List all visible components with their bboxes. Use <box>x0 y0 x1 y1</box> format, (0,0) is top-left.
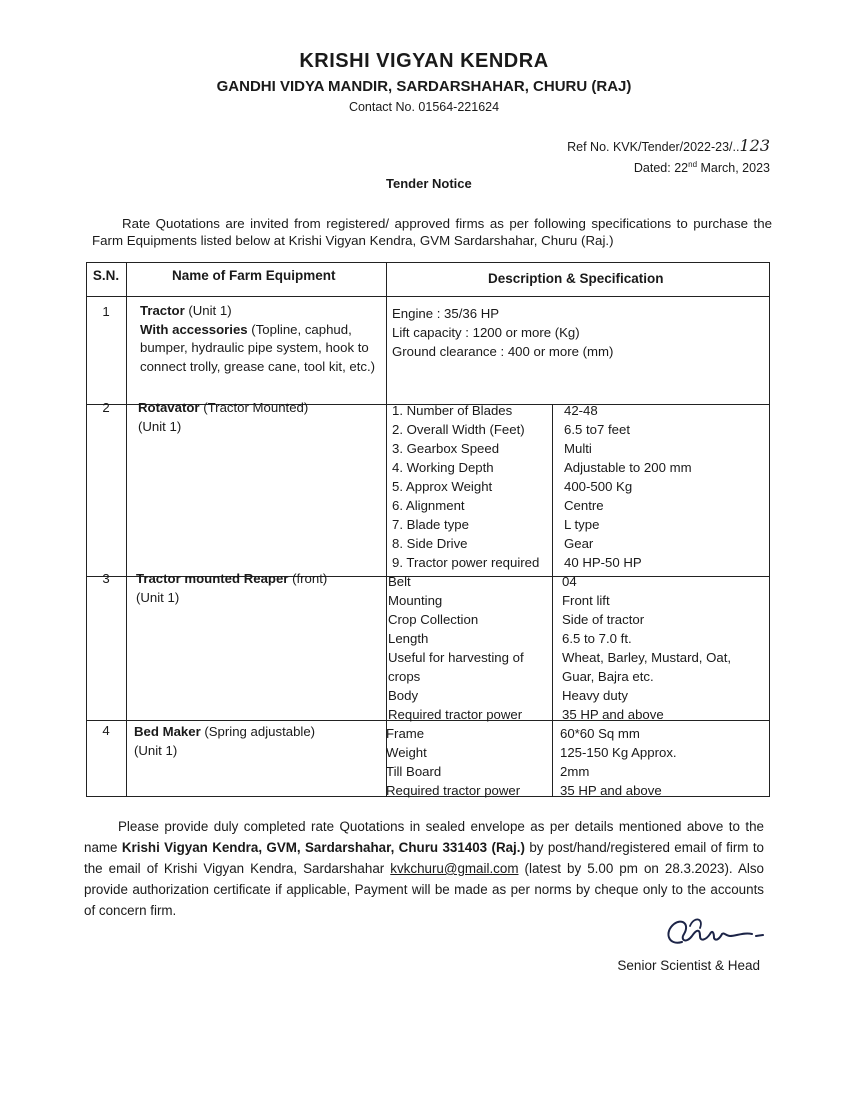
value-line: Side of tractor <box>562 612 645 627</box>
param-line: 6. Alignment <box>392 498 465 513</box>
row-2-unit: (Unit 1) <box>138 419 182 434</box>
param-line: Required tractor power <box>386 783 521 798</box>
spec-line: Lift capacity : 1200 or more (Kg) <box>392 325 580 340</box>
value-line: 125-150 Kg Approx. <box>560 745 677 760</box>
value-line: 40 HP-50 HP <box>564 555 642 570</box>
row-3-name-bold: Tractor mounted Reaper <box>136 571 289 586</box>
spec-line: Engine : 35/36 HP <box>392 306 500 321</box>
param-line: 2. Overall Width (Feet) <box>392 422 525 437</box>
value-line: Heavy duty <box>562 688 628 703</box>
organization-name: KRISHI VIGYAN KENDRA <box>299 50 549 72</box>
row-divider-header <box>86 296 770 297</box>
param-line: 5. Approx Weight <box>392 479 493 494</box>
date-suffix: nd <box>688 160 698 169</box>
date-rest: March, 2023 <box>697 161 770 176</box>
date-label: Dated: 22 <box>633 161 689 176</box>
param-line: Required tractor power <box>388 707 523 722</box>
param-line: Crop Collection <box>388 612 479 627</box>
row-3-sn: 3 <box>102 571 110 586</box>
row-2-equipment <box>138 398 382 436</box>
param-line: Body <box>388 688 419 703</box>
row-2-sn: 2 <box>102 400 110 415</box>
value-line: Centre <box>564 498 604 513</box>
param-line: 7. Blade type <box>392 517 469 532</box>
row-4-sn: 4 <box>102 723 110 738</box>
param-line: Till Board <box>386 764 442 779</box>
date-line <box>634 160 770 175</box>
row-3-values <box>562 572 764 724</box>
closing-text-3: (latest by 5.00 pm on 28.3.2023). Also provide authorization certificate if applicable, Payment will be made as per norms by cheque only to the accounts of concern firm. <box>84 861 764 918</box>
organization-contact: Contact No. 01564-221624 <box>348 100 500 114</box>
spec-line: Ground clearance : 400 or more (mm) <box>392 344 614 359</box>
value-line: Front lift <box>562 593 610 608</box>
param-line: Mounting <box>388 593 443 608</box>
row-1-name-bold: Tractor <box>140 303 185 318</box>
row-3-params <box>388 572 548 724</box>
table-border-top <box>86 262 770 263</box>
table-border-right <box>769 262 770 797</box>
row-4-name-bold: Bed Maker <box>134 724 201 739</box>
row-1-accessories-list: (Topline, caphud, bumper, hydraulic pipe system, hook to connect trolly, grease cane, tool kit, etc.) <box>140 321 376 374</box>
row-3-name-rest: (front) <box>288 571 328 586</box>
closing-address-bold: Krishi Vigyan Kendra, GVM, Sardarshahar, Churu 331403 (Raj.) <box>121 840 525 855</box>
signatory-title: Senior Scientist & Head <box>617 958 760 973</box>
row-4-name-rest: (Spring adjustable) <box>200 724 316 739</box>
reference-number <box>567 136 770 155</box>
row-4-equipment <box>134 722 382 760</box>
param-line: Weight <box>386 745 427 760</box>
row-1-name-rest: (Unit 1) <box>184 303 232 318</box>
value-line: 6.5 to7 feet <box>564 422 630 437</box>
row-4-params <box>386 724 548 800</box>
column-divider-specs <box>552 404 553 797</box>
handwritten-signature <box>660 912 770 958</box>
value-line: L type <box>564 517 600 532</box>
notice-title: Tender Notice <box>386 176 472 191</box>
organization-address: GANDHI VIDYA MANDIR, SARDARSHAHAR, CHURU (RAJ) <box>216 78 632 95</box>
header-sn: S.N. <box>92 268 120 283</box>
param-line: Useful for harvesting of crops <box>388 650 524 684</box>
param-line: 1. Number of Blades <box>392 403 513 418</box>
row-1-specs <box>392 304 762 361</box>
row-2-params <box>392 401 552 572</box>
value-line: 400-500 Kg <box>564 479 633 494</box>
value-line: Adjustable to 200 mm <box>564 460 692 475</box>
value-line: 35 HP and above <box>562 707 664 722</box>
param-line: 4. Working Depth <box>392 460 494 475</box>
value-line: Gear <box>564 536 594 551</box>
closing-text-2: by post/hand/registered email of firm to the email of Krishi Vigyan Kendra, Sardarshahar <box>84 840 764 876</box>
header-description: Description & Specification <box>488 271 664 286</box>
value-line: 6.5 to 7.0 ft. <box>562 631 632 646</box>
intro-paragraph: Rate Quotations are invited from registered/ approved firms as per following specifications to purchase the Farm Equipments listed below at Krishi Vigyan Kendra, GVM Sardarshahar, Churu (Raj.) <box>92 216 772 248</box>
row-1-accessories-bold: With accessories <box>140 321 248 337</box>
value-line: 2mm <box>560 764 590 779</box>
reference-prefix: Ref No. KVK/Tender/2022-23/.. <box>567 140 740 154</box>
row-1-sn: 1 <box>102 304 110 319</box>
row-3-unit: (Unit 1) <box>136 590 180 605</box>
value-line: 60*60 Sq mm <box>560 726 640 741</box>
param-line: Belt <box>388 574 411 589</box>
value-line: 35 HP and above <box>560 783 662 798</box>
column-divider-sn <box>126 262 127 797</box>
value-line: Wheat, Barley, Mustard, Oat, Guar, Bajra etc. <box>562 650 732 684</box>
row-3-equipment <box>136 569 382 607</box>
equipment-table <box>86 262 770 797</box>
value-line: Multi <box>564 441 592 456</box>
param-line: 9. Tractor power required <box>392 555 540 570</box>
row-2-values <box>564 401 764 572</box>
value-line: 42-48 <box>564 403 598 418</box>
param-line: Frame <box>386 726 425 741</box>
closing-paragraph <box>84 816 764 921</box>
row-2-name-bold: Rotavator <box>138 400 200 415</box>
row-4-unit: (Unit 1) <box>134 743 178 758</box>
row-4-values <box>560 724 764 800</box>
row-2-name-rest: (Tractor Mounted) <box>199 400 309 415</box>
header-equipment-name: Name of Farm Equipment <box>172 268 336 283</box>
table-border-left <box>86 262 87 797</box>
param-line: Length <box>388 631 429 646</box>
closing-text-1: Please provide duly completed rate Quotations in sealed envelope as per details mentioned above to the name <box>84 819 764 855</box>
column-divider-name <box>386 262 387 797</box>
row-1-equipment <box>140 302 384 376</box>
value-line: 04 <box>562 574 577 589</box>
param-line: 8. Side Drive <box>392 536 468 551</box>
email-link[interactable]: kvkchuru@gmail.com <box>390 861 519 876</box>
param-line: 3. Gearbox Speed <box>392 441 500 456</box>
reference-handwritten-number: 123 <box>739 136 770 155</box>
